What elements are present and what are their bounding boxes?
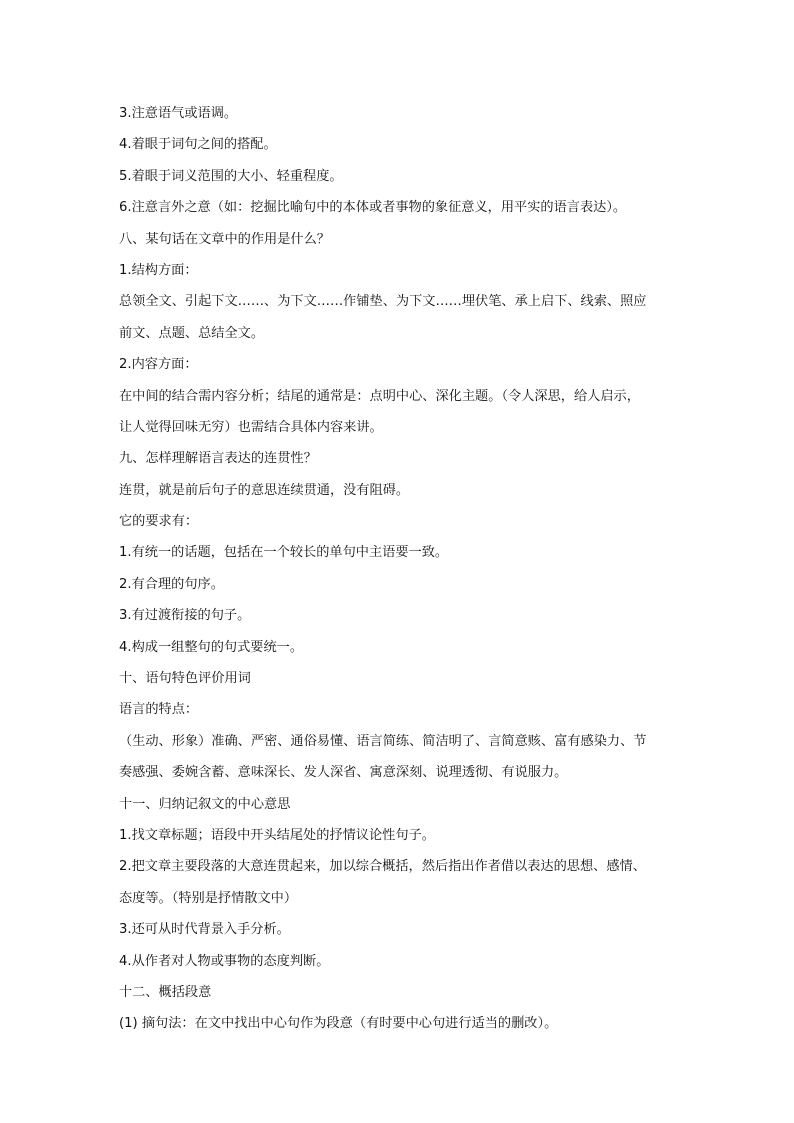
text-line: 十、语句特色评价用词: [119, 671, 251, 687]
document-body: [119, 98, 689, 1040]
text-line: 2.有合理的句序。: [119, 576, 224, 592]
text-line: 总领全文、引起下文……、为下文……作铺垫、为下文……埋伏笔、承上启下、线索、照应: [119, 294, 647, 310]
text-line: 在中间的结合需内容分析；结尾的通常是：点明中心、深化主题。（令人深思，给人启示，: [119, 388, 640, 404]
text-line: 5.着眼于词义范围的大小、轻重程度。: [119, 168, 343, 184]
text-line: 4.着眼于词句之间的搭配。: [119, 137, 277, 153]
text-line: 4.构成一组整句的句式要统一。: [119, 639, 304, 655]
text-line: 它的要求有：: [119, 514, 199, 530]
text-line: 2.把文章主要段落的大意连贯起来，加以综合概括，然后指出作者借以表达的思想、感情、: [119, 859, 646, 875]
text-line: （生动、形象）准确、严密、通俗易懂、语言简练、简洁明了、言简意赅、富有感染力、节: [119, 733, 647, 749]
text-line: 1.找文章标题；语段中开头结尾处的抒情议论性句子。: [119, 827, 435, 843]
text-line: 连贯，就是前后句子的意思连续贯通，没有阻碍。: [119, 482, 410, 498]
text-line: 前文、点题、总结全文。: [119, 325, 265, 341]
text-line: 3.还可从时代背景入手分析。: [119, 922, 290, 938]
text-line: 2.内容方面：: [119, 357, 198, 373]
text-line: 十二、概括段意: [119, 984, 212, 1000]
text-line: 4.从作者对人物或事物的态度判断。: [119, 953, 330, 969]
text-line: 3.注意语气或语调。: [119, 106, 238, 121]
text-line: 让人觉得回味无穷）也需结合具体内容来讲。: [119, 419, 383, 435]
text-line: 态度等。（特别是抒情散文中）: [119, 890, 298, 906]
text-line: 九、怎样理解语言表达的连贯性？: [119, 451, 317, 467]
text-line: 奏感强、委婉含蓄、意味深长、发人深省、寓意深刻、说理透彻、有说服力。: [119, 765, 568, 781]
text-line: (1) 摘句法：在文中找出中心句作为段意（有时要中心句进行适当的删改）。: [119, 1016, 558, 1032]
text-line: 语言的特点：: [119, 702, 199, 718]
text-line: 1.结构方面：: [119, 262, 198, 278]
text-line: 1.有统一的话题，包括在一个较长的单句中主语要一致。: [119, 545, 449, 561]
text-line: 八、某句话在文章中的作用是什么？: [119, 231, 330, 247]
text-line: 3.有过渡衔接的句子。: [119, 608, 251, 624]
text-line: 6.注意言外之意（如：挖掘比喻句中的本体或者事物的象征意义，用平实的语言表达）。: [119, 200, 627, 216]
text-line: 十一、归纳记叙文的中心意思: [119, 796, 291, 812]
